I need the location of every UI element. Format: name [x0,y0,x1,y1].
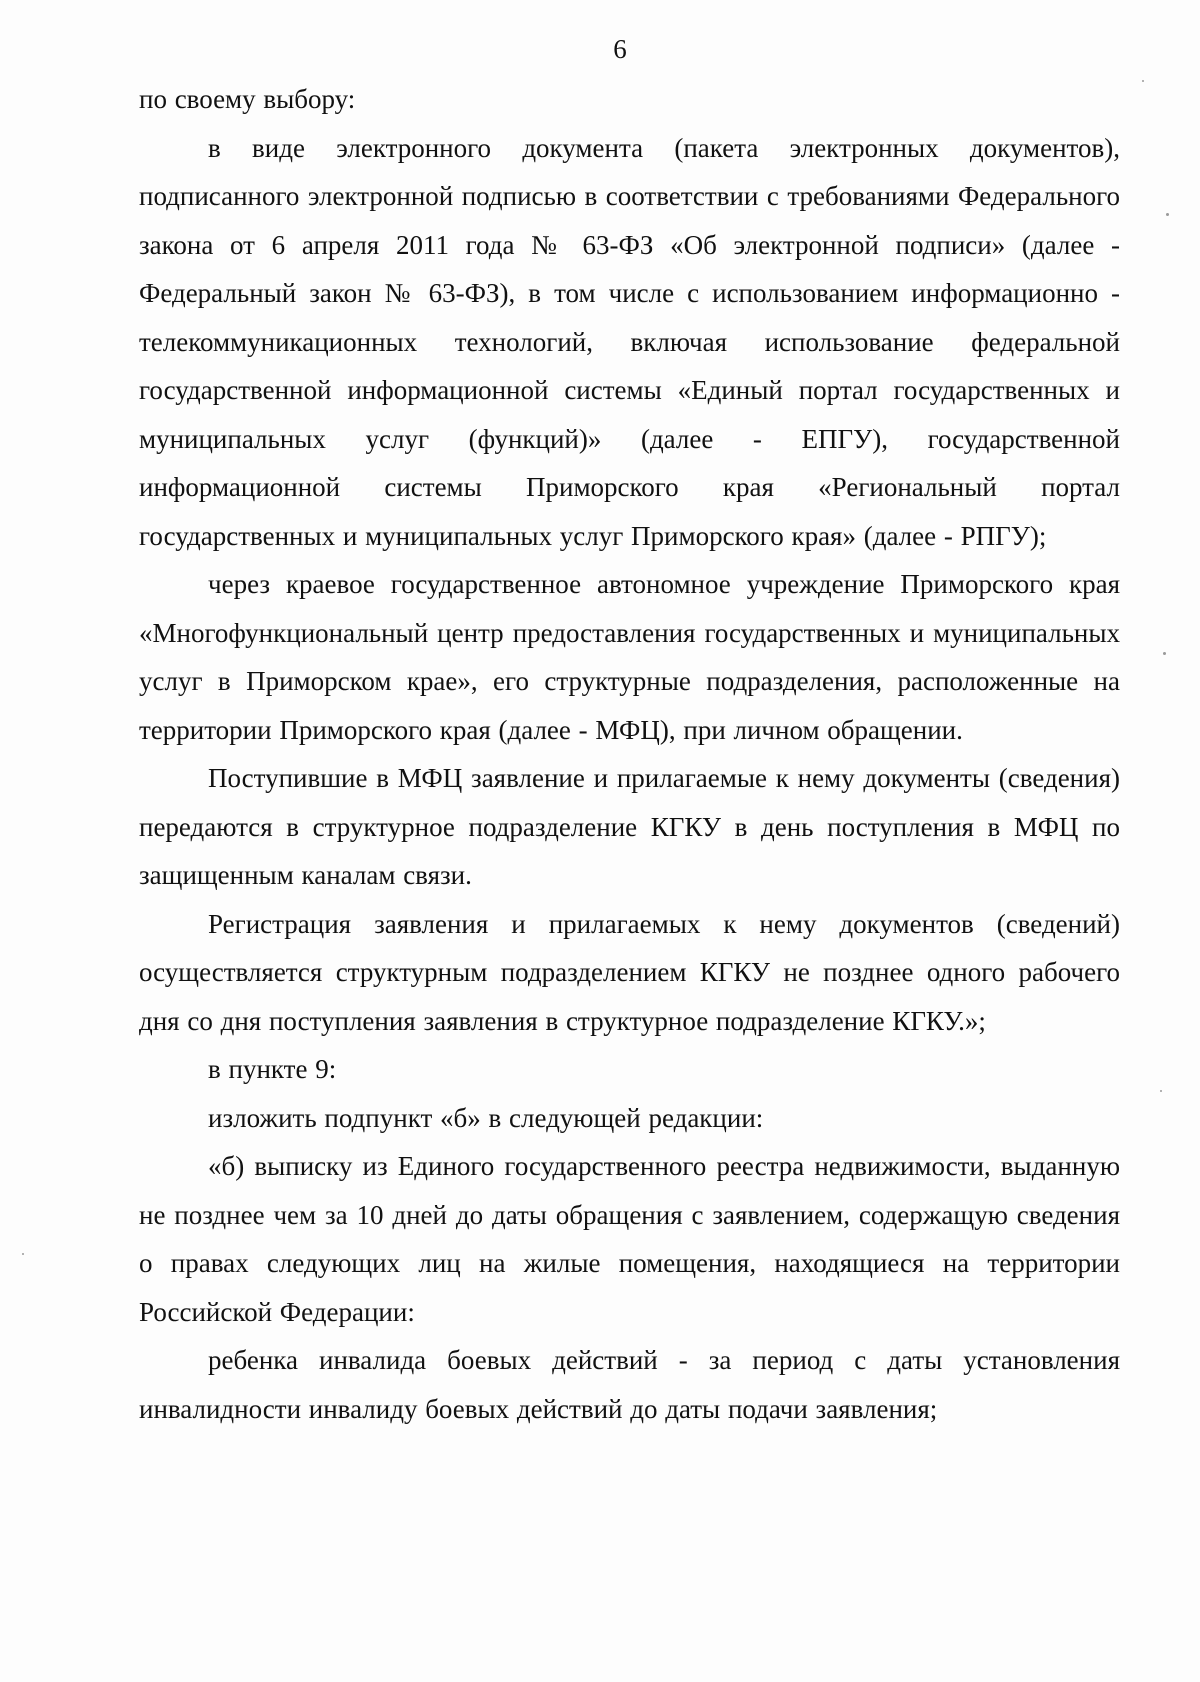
paragraph-child-disabled: ребенка инвалида боевых действий - за период с даты установления инвалидности инвалиду боевых действий до даты подачи заявления; [139,1345,1120,1424]
paragraph-registration: Регистрация заявления и прилагаемых к нему документов (сведений) осуществляется структурным подразделением КГКУ не позднее одного рабочего дня со дня поступления заявления в структурное подразделение КГКУ.»; [139,908,1120,1036]
scan-speck [22,1253,24,1255]
paragraph-intro: по своему выбору: [139,84,356,114]
scan-speck [1166,213,1169,216]
paragraph-subpoint-b: изложить подпункт «б» в следующей редакции: [208,1102,764,1133]
scan-speck [1163,652,1166,655]
paragraph-extract: «б) выписку из Единого государственного реестра недвижимости, выданную не позднее чем за 10 дней до даты обращения с заявлением, содержащую сведения о правах следующих лиц на жилые помещения, находящиеся на территории Российской Федерации: [139,1151,1120,1327]
scan-speck [1142,80,1144,82]
document-body [139,75,1120,1433]
paragraph-point-9: в пункте 9: [208,1054,337,1084]
scan-speck [1160,1090,1162,1092]
page-number: 6 [613,34,627,64]
paragraph-mfc: через краевое государственное автономное учреждение Приморского края «Многофункциональный центр предоставления государственных и муниципальных услуг в Приморском крае», его структурные подразделения, расположенные на территории Приморского края (далее - МФЦ), при личном обращении. [139,569,1120,745]
paragraph-transfer: Поступившие в МФЦ заявление и прилагаемые к нему документы (сведения) передаются в структурное подразделение КГКУ в день поступления в МФЦ по защищенным каналам связи. [139,763,1120,890]
paragraph-electronic-document: в виде электронного документа (пакета электронных документов), подписанного электронной подписью в соответствии с требованиями Федерального закона от 6 апреля 2011 года № 63-ФЗ «Об электронной подписи» (далее - Федеральный закон № 63-ФЗ), в том числе с использованием информационно - телекоммуникационных технологий, включая использование федеральной государственной информационной системы «Единый портал государственных и муниципальных услуг (функций)» (далее - ЕПГУ), государственной информационной системы Приморского края «Региональный портал государственных и муниципальных услуг Приморского края» (далее - РПГУ); [139,132,1120,551]
